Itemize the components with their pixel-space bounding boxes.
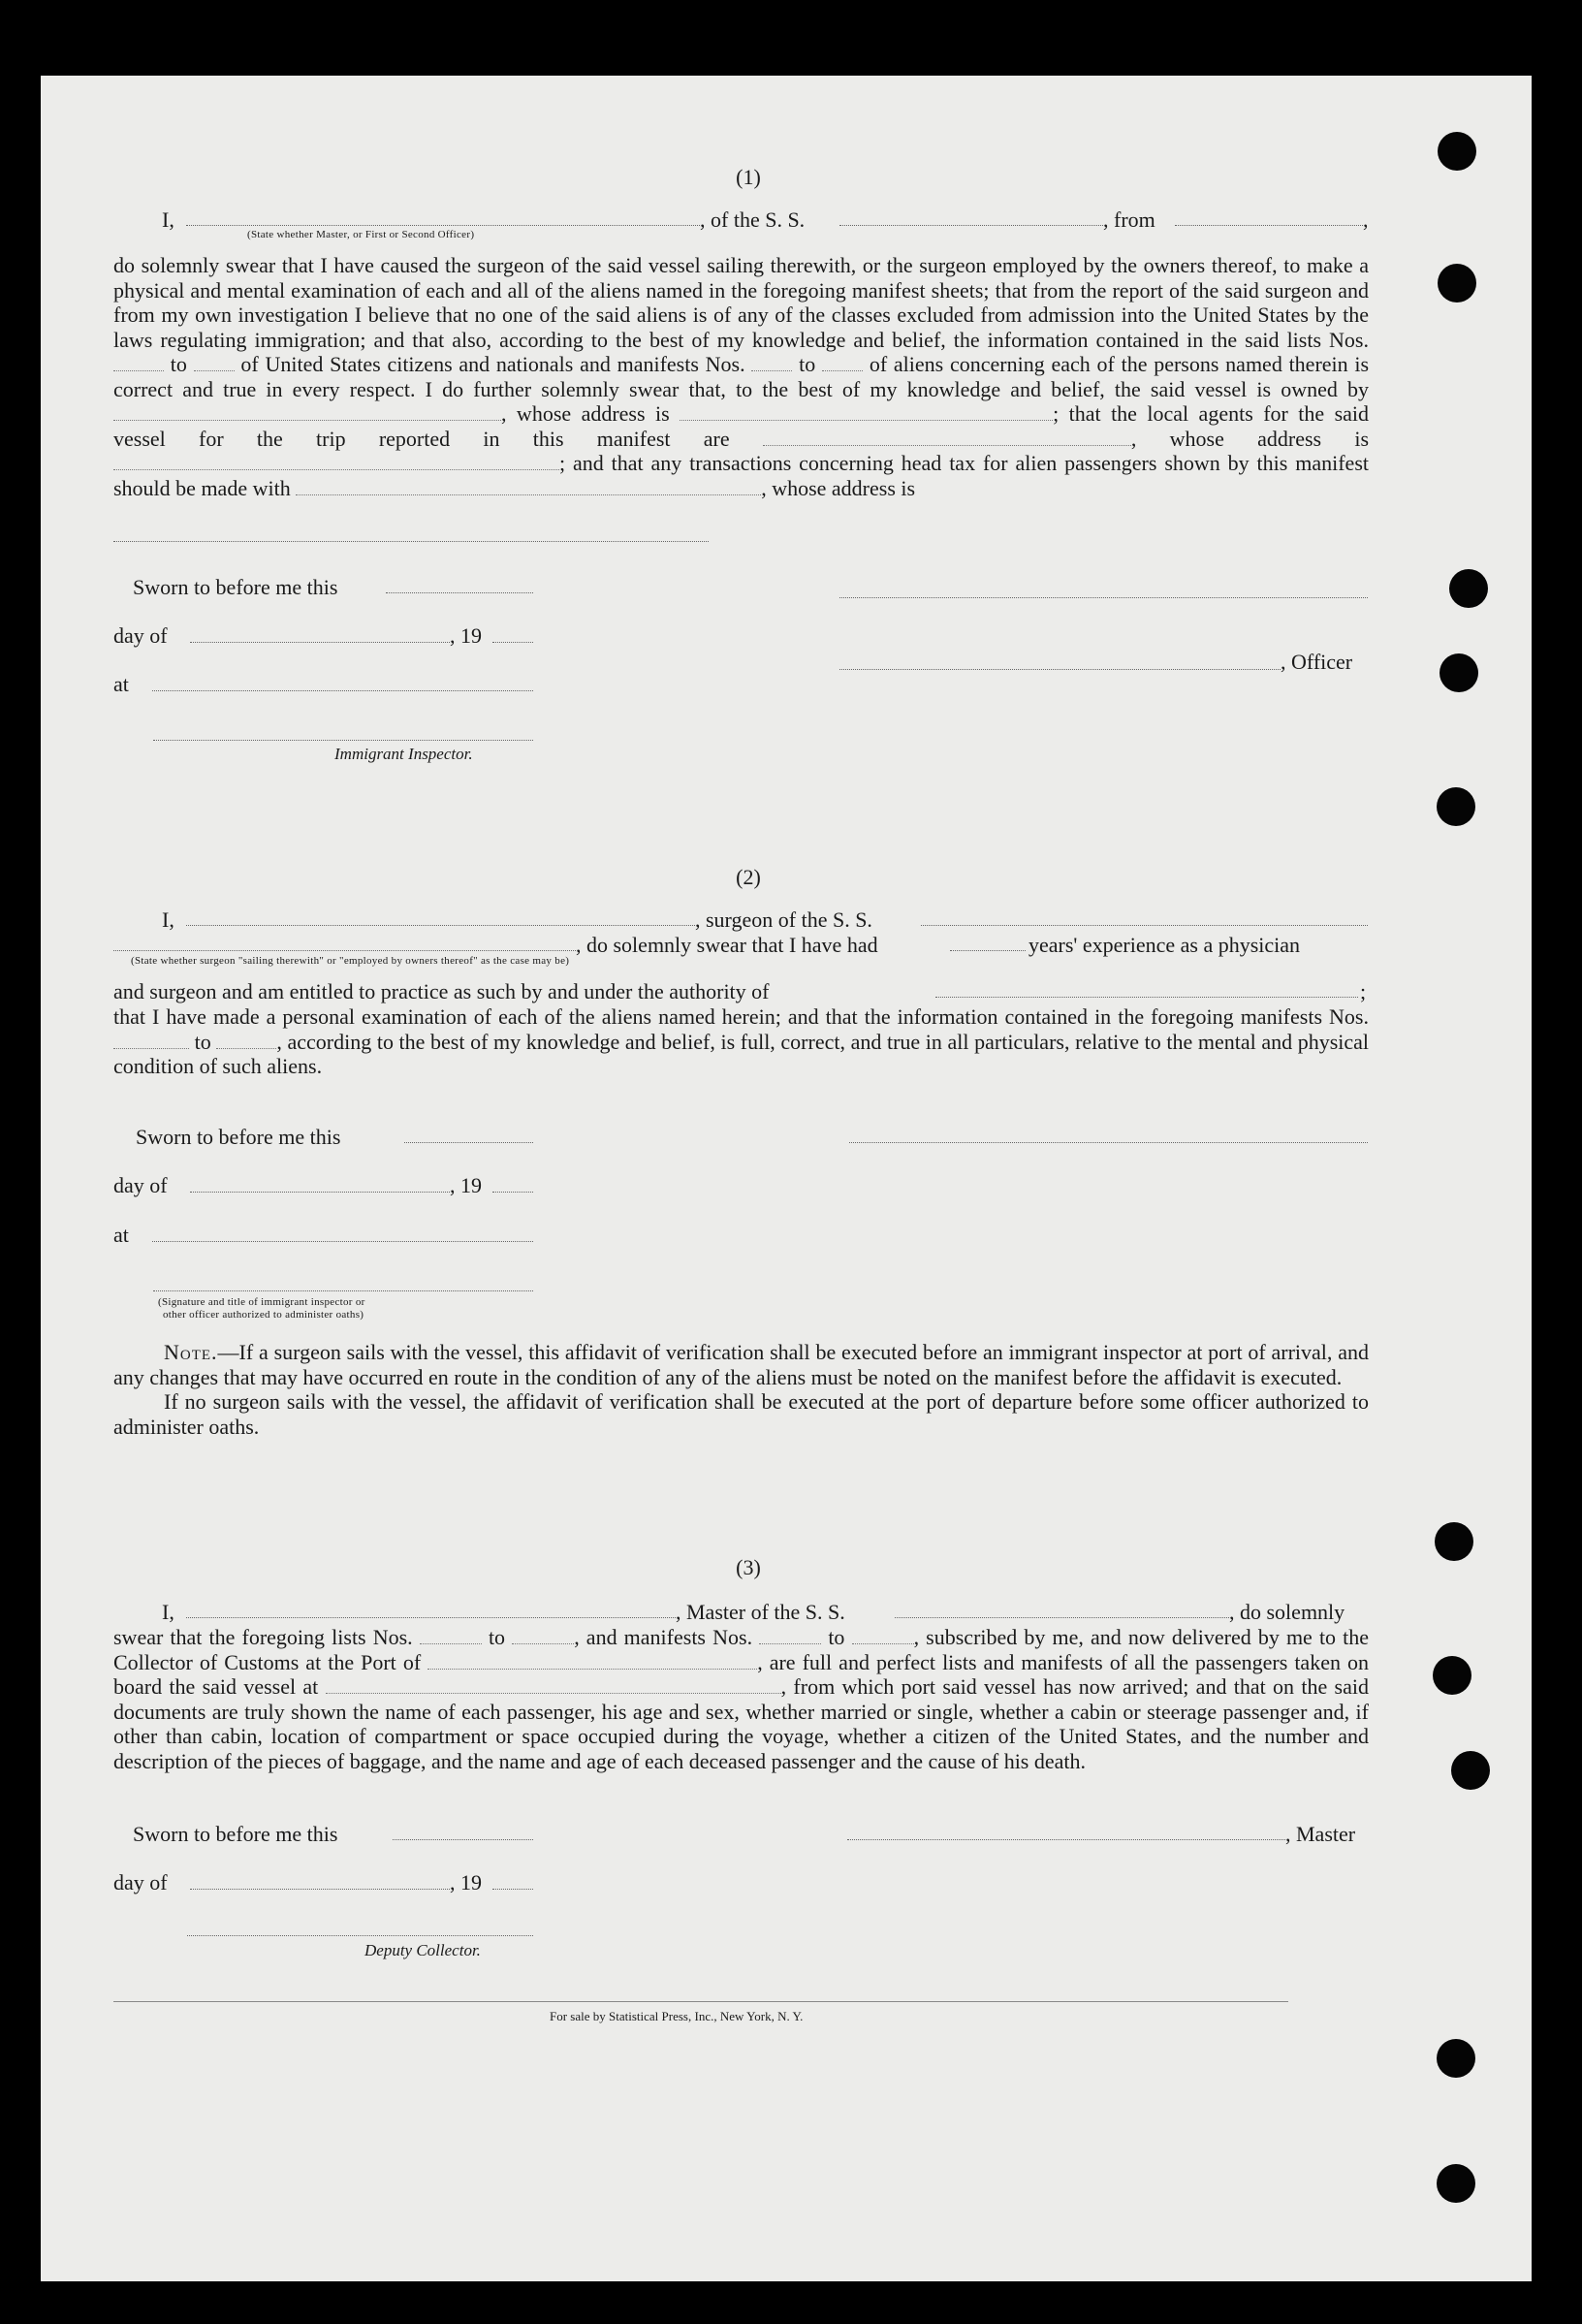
authority-line (935, 997, 1358, 998)
blank-line (751, 357, 792, 371)
collector-caption: Deputy Collector. (364, 1941, 481, 1959)
sworn-day-line (393, 1839, 533, 1840)
blank-line (113, 357, 164, 371)
blank-line (759, 1630, 821, 1644)
authority-text: and surgeon and am entitled to practice as such by and under the authority of (113, 979, 770, 1003)
vessel-name-line (839, 225, 1103, 226)
port-line (427, 1655, 757, 1670)
month-line (190, 1889, 450, 1890)
owner-line (113, 406, 501, 421)
master-name-line (186, 1617, 676, 1618)
surgeon-of-label: , surgeon of the S. S. (695, 907, 872, 932)
section-number: (1) (736, 165, 761, 189)
punctuation: ; (1360, 979, 1367, 1003)
blank-line (420, 1630, 482, 1644)
officer-title-line (839, 669, 1281, 670)
footer-rule (113, 2001, 1288, 2002)
sworn-day-line (386, 592, 533, 593)
from-label: , from (1103, 207, 1155, 232)
at-label: at (113, 1223, 129, 1247)
section-1-oath-text (113, 253, 1369, 500)
oath-intro: I, (162, 207, 174, 232)
whose-address-label: whose address is (1169, 426, 1370, 451)
sworn-day-line (404, 1142, 533, 1143)
oath-intro: I, (162, 907, 174, 932)
oath-paragraph: swear that the foregoing lists Nos. (113, 1625, 413, 1649)
officer-signature-line (839, 597, 1368, 598)
signature-hint: (Signature and title of immigrant inspector or (158, 1296, 365, 1308)
oath-paragraph: that I have made a personal examination of each of the aliens named herein; and that the information contained in the foregoing manifests Nos. (113, 1004, 1369, 1029)
surgeon-signature-line (849, 1142, 1368, 1143)
section-number: (2) (736, 865, 761, 889)
inspector-signature-line (153, 740, 533, 741)
printer-imprint: For sale by Statistical Press, Inc., New York, N. Y. (550, 2009, 804, 2023)
punctuation: ; (1053, 401, 1060, 426)
swear-text: , do solemnly swear that I have had (576, 933, 878, 957)
section-2-oath-text (113, 1004, 1369, 1079)
note-block (113, 1340, 1369, 1439)
sworn-label: Sworn to before me this (136, 1125, 341, 1149)
at-label: at (113, 672, 129, 696)
to-label: to (799, 352, 816, 376)
sworn-label: Sworn to before me this (133, 1822, 338, 1846)
year-prefix: , 19 (450, 1173, 482, 1197)
binder-hole (1437, 787, 1475, 826)
month-line (190, 1192, 450, 1193)
vessel-name-line (895, 1617, 1229, 1618)
surgeon-status-hint: (State whether surgeon "sailing therewith" or "employed by owners thereof" as the case may be) (131, 955, 570, 967)
section-number: (3) (736, 1555, 761, 1579)
oath-paragraph: , from which port said vessel has now arrived; and that on the said documents are truly shown the name of each passenger, his age and sex, whether married or single, whether a cabin or steerage passenger and, if other than cabin, location of compartment or space occupied during the voyage, whether a citizen of the United States, and the number and description of the pieces of baggage, and the name and age of each deceased passenger and the cause of his death. (113, 1674, 1369, 1773)
sworn-label: Sworn to before me this (133, 575, 338, 599)
agents-text: that the local agents for the said vessel for the trip reported in this manifest are (113, 401, 1370, 451)
year-prefix: , 19 (450, 1870, 482, 1894)
officer-label: , Officer (1281, 650, 1353, 674)
years-line (950, 950, 1026, 951)
oath-intro: I, (162, 1600, 174, 1624)
oath-paragraph: , according to the best of my knowledge and belief, is full, correct, and true in all particulars, relative to the mental and physical condition of such aliens. (113, 1029, 1370, 1078)
blank-line (113, 1035, 189, 1049)
punctuation: , (1363, 207, 1369, 232)
note-text: If no surgeon sails with the vessel, the affidavit of verification shall be executed at the port of departure before some officer authorized to administer oaths. (113, 1389, 1369, 1439)
surgeon-status-line (113, 950, 576, 951)
do-solemnly-label: , do solemnly (1229, 1600, 1345, 1624)
day-of-label: day of (113, 1173, 168, 1197)
month-line (190, 642, 450, 643)
blank-line (852, 1630, 914, 1644)
inspector-caption: Immigrant Inspector. (334, 745, 473, 763)
binder-hole (1438, 264, 1476, 302)
binder-hole (1451, 1751, 1490, 1790)
section-3-oath-text (113, 1625, 1369, 1773)
port-from-line (1175, 225, 1363, 226)
binder-hole (1437, 2039, 1475, 2078)
inspector-signature-line (153, 1290, 533, 1291)
to-label: to (194, 1029, 211, 1054)
agents-line (763, 431, 1131, 446)
embark-port-line (326, 1679, 781, 1694)
officer-name-line (186, 225, 700, 226)
blank-line (194, 357, 235, 371)
master-label: , Master (1285, 1822, 1356, 1846)
surgeon-name-line (186, 925, 695, 926)
to-label: to (488, 1625, 506, 1649)
head-tax-agent-line (296, 481, 761, 495)
year-prefix: , 19 (450, 623, 482, 648)
to-label: to (170, 352, 187, 376)
binder-hole (1440, 653, 1478, 692)
manifests-label: , and manifests Nos. (574, 1625, 753, 1649)
note-text: —If a surgeon sails with the vessel, this affidavit of verification shall be executed before an immigrant inspector at port of arrival, and any changes that may have occurred en route in the condition of any of the aliens must be noted on the manifest before the affidavit is executed. (113, 1340, 1369, 1389)
place-line (152, 690, 533, 691)
of-ss-label: , of the S. S. (700, 207, 806, 232)
binder-hole (1433, 1656, 1471, 1695)
day-of-label: day of (113, 623, 168, 648)
place-line (152, 1241, 533, 1242)
master-of-label: , Master of the S. S. (676, 1600, 845, 1624)
binder-hole (1435, 1522, 1473, 1561)
master-signature-line (847, 1839, 1285, 1840)
oath-paragraph: , subscribed by me, and now delivered by me to the Collector of Customs at the Port of (113, 1625, 1370, 1674)
binder-hole (1449, 569, 1488, 608)
binder-hole (1437, 2164, 1475, 2203)
collector-signature-line (187, 1935, 533, 1936)
ownership-text: of aliens concerning each of the persons named therein is correct and true in every respect. I do further solemnly swear that, to the best of my knowledge and belief, the said vessel is owned by (113, 352, 1370, 401)
day-of-label: day of (113, 1870, 168, 1894)
agents-address-line (113, 456, 559, 470)
vessel-name-line (921, 925, 1368, 926)
to-label: to (828, 1625, 845, 1649)
blank-line (512, 1630, 574, 1644)
year-line (492, 1192, 533, 1193)
owner-address-line (680, 406, 1053, 421)
oath-paragraph: do solemnly swear that I have caused the surgeon of the said vessel sailing therewith, or the surgeon employed by the owners thereof, to make a physical and mental examination of each and all of the aliens named in the foregoing manifest sheets; that from the report of the said surgeon and from my own investigation I believe that no one of the said aliens is of any of the classes excluded from admission into the United States by the laws regulating immigration; and that also, according to the best of my knowledge and belief, the information contained in the said lists Nos. (113, 253, 1369, 352)
whose-address-label: , whose address is (501, 401, 670, 426)
blank-line (216, 1035, 276, 1049)
head-tax-text: ; and that any transactions concerning head tax for alien passengers shown by this manifest should be made with (113, 451, 1369, 500)
year-line (492, 642, 533, 643)
manifest-text: of United States citizens and nationals and manifests Nos. (240, 352, 745, 376)
signature-hint: other officer authorized to administer oaths) (163, 1309, 364, 1321)
binder-hole (1438, 132, 1476, 171)
punctuation: , (1130, 426, 1137, 451)
years-text: years' experience as a physician (1028, 933, 1301, 957)
year-line (492, 1889, 533, 1890)
head-tax-address-line (113, 541, 709, 542)
blank-line (822, 357, 863, 371)
officer-rank-hint: (State whether Master, or First or Second Officer) (247, 229, 475, 240)
whose-address-label: , whose address is (761, 475, 916, 500)
oath-paragraph: , are full and perfect lists and manifests of all the passengers taken on board the said vessel at (113, 1649, 1369, 1699)
note-label: Note. (164, 1340, 218, 1364)
